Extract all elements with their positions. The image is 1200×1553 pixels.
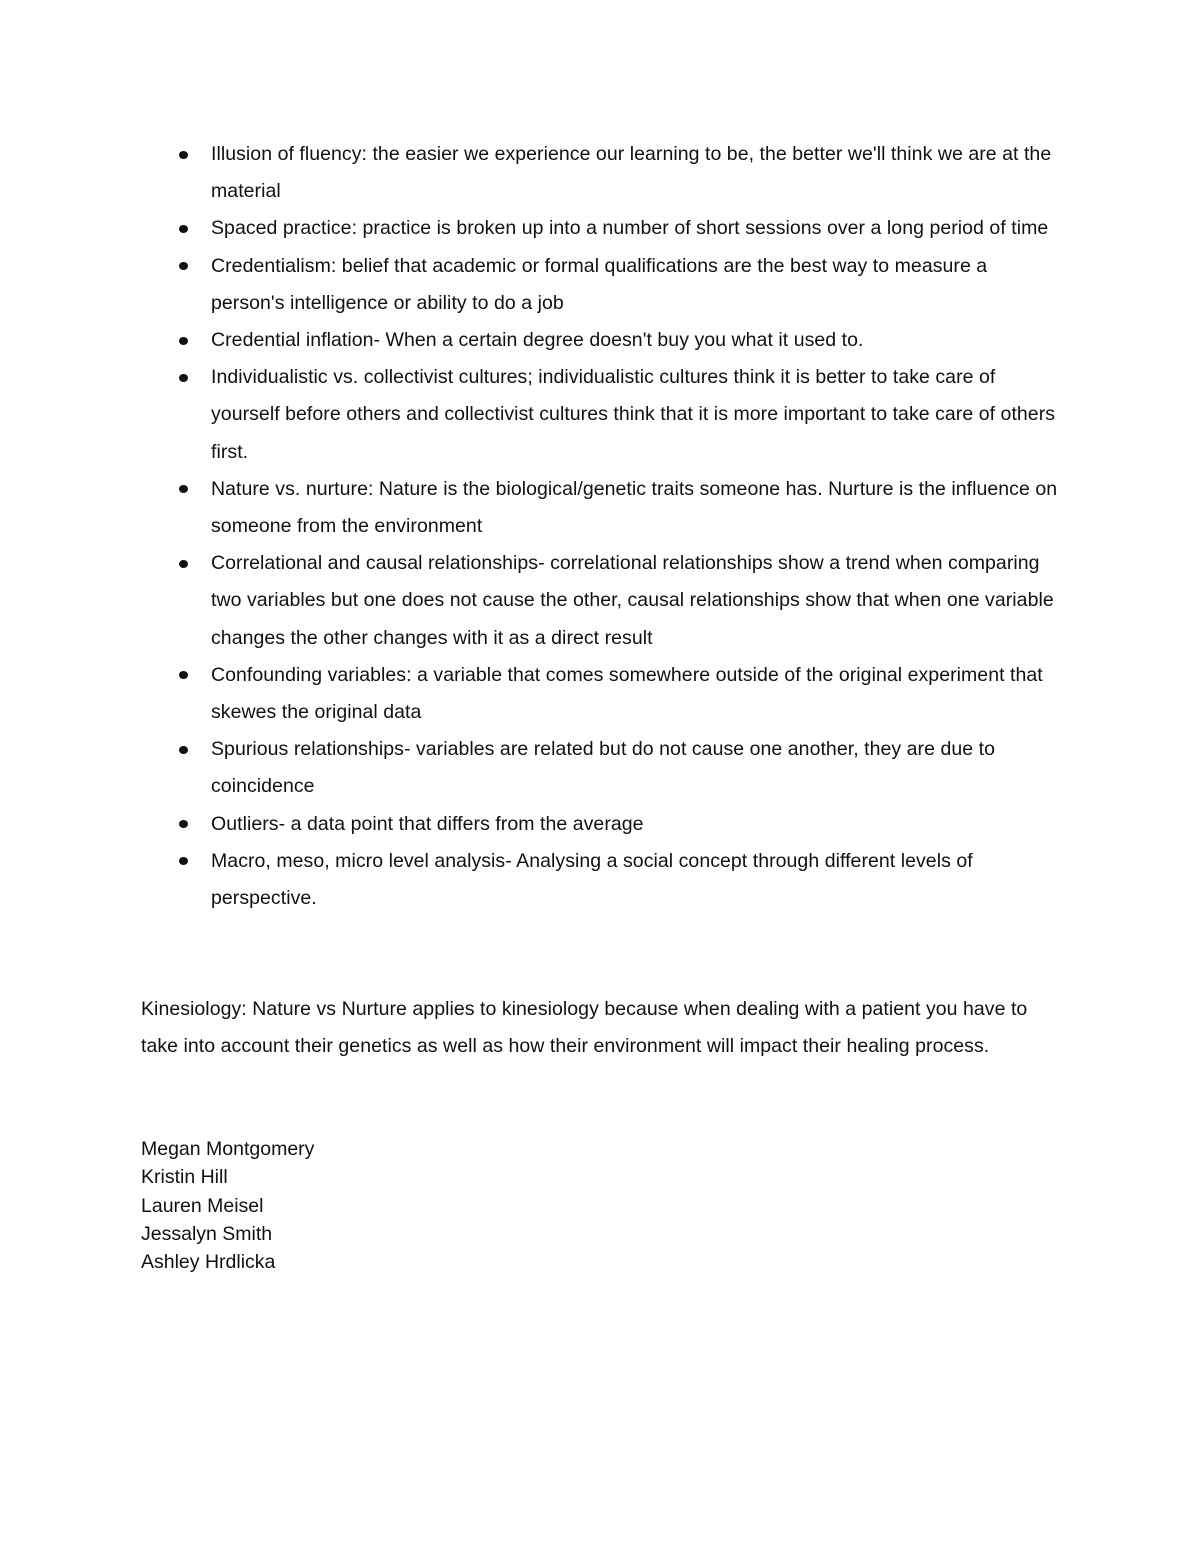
term-text: Spurious relationships- variables are related but do not cause one another, they are due to coincidence (211, 738, 995, 798)
term-text: Credential inflation- When a certain degree doesn't buy you what it used to. (211, 329, 864, 352)
term-text: Nature vs. nurture: Nature is the biological/genetic traits someone has. Nurture is the influence on someone from the environment (211, 477, 1058, 538)
bullet-icon (179, 485, 188, 493)
list-item (141, 136, 1061, 210)
term-text: Spaced practice: practice is broken up into a number of short sessions over a long period of time (211, 217, 1049, 240)
term-text: Credentialism: belief that academic or formal qualifications are the best way to measure a person's intelligence or ability to do a job (211, 254, 988, 314)
author-name: Kristin Hill (141, 1166, 228, 1189)
term-text: Macro, meso, micro level analysis- Analysing a social concept through different levels of perspective. (211, 849, 973, 910)
list-item (141, 248, 1061, 322)
bullet-icon (179, 151, 188, 159)
term-text: Individualistic vs. collectivist cultures; individualistic cultures think it is better to take care of yourself before others and collectivist cultures think that it is more important to take care of others first. (211, 366, 1056, 463)
bullet-icon (179, 671, 188, 679)
bullet-icon (179, 337, 188, 345)
author-name: Jessalyn Smith (141, 1222, 273, 1245)
author-name: Megan Montgomery (141, 1138, 315, 1160)
list-item (141, 471, 1061, 545)
term-text: Outliers- a data point that differs from the average (211, 812, 644, 835)
term-text: Confounding variables: a variable that comes somewhere outside of the original experiment that skewes the original data (211, 663, 1043, 724)
term-text: Illusion of fluency: the easier we experience our learning to be, the better we'll think we are at the material (211, 143, 1052, 203)
list-item (141, 843, 1061, 917)
list-item (141, 322, 1061, 359)
kinesiology-paragraph: Kinesiology: Nature vs Nurture applies to kinesiology because when dealing with a patient you have to take into account their genetics as well as how their environment will impact their healing process. (141, 998, 1028, 1058)
bullet-icon (179, 225, 188, 233)
author-list (141, 1135, 314, 1276)
author-name: Lauren Meisel (141, 1194, 264, 1217)
list-item (141, 545, 1061, 657)
list-item (141, 359, 1061, 471)
bullet-icon (179, 857, 188, 865)
list-item (141, 210, 1061, 247)
bullet-icon (179, 820, 188, 828)
terms-list (141, 136, 1061, 917)
author-name: Ashley Hrdlicka (141, 1251, 276, 1274)
term-text: Correlational and causal relationships- correlational relationships show a trend when comparing two variables but one does not cause the other, causal relationships show that when one variable changes the other changes with it as a direct result (211, 552, 1054, 649)
list-item (141, 657, 1061, 731)
list-item (141, 806, 1061, 843)
bullet-icon (179, 374, 188, 382)
bullet-icon (179, 262, 188, 270)
list-item (141, 731, 1061, 805)
bullet-icon (179, 560, 188, 568)
bullet-icon (179, 746, 188, 754)
